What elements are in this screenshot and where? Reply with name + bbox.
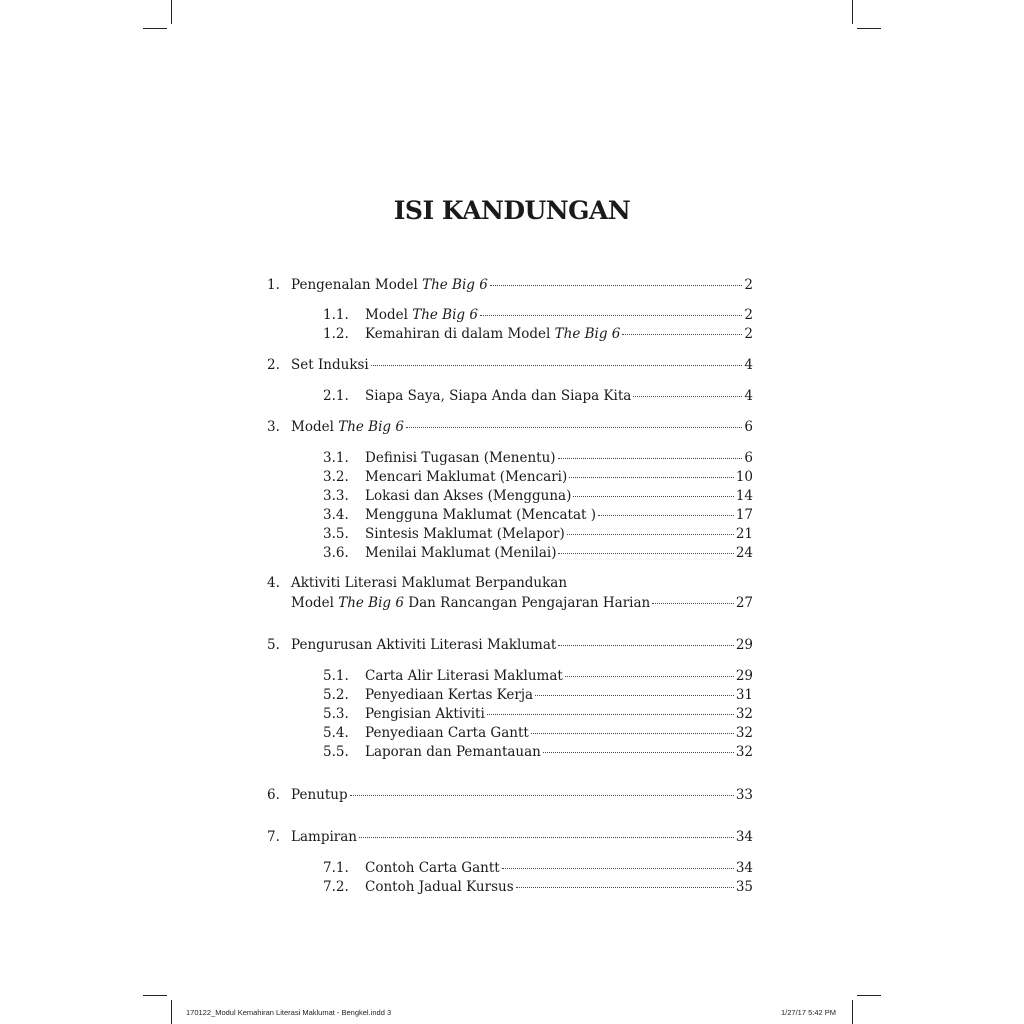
toc-number: 7. xyxy=(267,829,280,845)
toc-label-text: Set Induksi xyxy=(291,357,369,373)
dot-leader xyxy=(406,427,742,428)
toc-number: 5. xyxy=(267,637,280,653)
dot-leader xyxy=(598,515,734,516)
crop-mark xyxy=(852,0,853,24)
toc-label-text: Pengisian Aktiviti xyxy=(365,706,485,722)
page-title: ISI KANDUNGAN xyxy=(393,196,631,225)
toc-entry xyxy=(267,356,753,375)
toc-entry xyxy=(267,878,753,897)
crop-mark xyxy=(171,1000,172,1024)
toc-label-text: Model xyxy=(291,419,339,435)
toc-label xyxy=(291,574,567,593)
toc-entry xyxy=(267,387,753,406)
dot-leader xyxy=(535,695,734,696)
toc-label-text: Contoh Carta Gantt xyxy=(365,860,500,876)
toc-entry xyxy=(267,686,753,705)
dot-leader xyxy=(558,553,733,554)
toc-number: 4. xyxy=(267,575,280,591)
toc-label-text: Penyediaan Kertas Kerja xyxy=(365,687,534,703)
crop-mark xyxy=(143,995,167,996)
dot-leader xyxy=(652,603,734,604)
toc-page-number: 2 xyxy=(744,307,753,323)
toc-page-number: 14 xyxy=(735,488,753,504)
toc-label xyxy=(365,506,596,525)
toc-label xyxy=(365,667,563,686)
crop-mark xyxy=(171,0,172,24)
toc-label xyxy=(365,878,514,897)
toc-entry xyxy=(267,636,753,655)
toc-label xyxy=(365,387,631,406)
toc-label-text: Model xyxy=(291,595,339,611)
toc-entry xyxy=(267,859,753,878)
toc-page-number: 2 xyxy=(744,277,753,293)
toc-label xyxy=(291,418,404,437)
toc-label xyxy=(291,786,348,805)
toc-number: 3.6. xyxy=(323,545,349,561)
toc-page-number: 24 xyxy=(735,545,753,561)
toc-label xyxy=(365,859,500,878)
toc-label-text: Kemahiran di dalam Model xyxy=(365,326,555,342)
toc-entry xyxy=(267,786,753,805)
dot-leader xyxy=(350,795,734,796)
dot-leader xyxy=(567,534,734,535)
toc-label-italic: The Big 6 xyxy=(338,595,404,611)
toc-number: 3.3. xyxy=(323,488,349,504)
toc-label xyxy=(365,544,556,563)
toc-label-text: Mengguna Maklumat (Mencatat ) xyxy=(365,507,596,523)
toc-label xyxy=(291,636,556,655)
dot-leader xyxy=(516,887,734,888)
footer-timestamp: 1/27/17 5:42 PM xyxy=(781,1008,837,1017)
toc-entry xyxy=(267,594,753,613)
toc-entry xyxy=(267,574,753,593)
footer-filename: 170122_Modul Kemahiran Literasi Maklumat - Bengkel.indd 3 xyxy=(186,1008,392,1017)
toc-label xyxy=(365,525,565,544)
toc-entry xyxy=(267,325,753,344)
toc-number: 7.2. xyxy=(323,879,349,895)
toc-page-number: 10 xyxy=(735,469,753,485)
toc-number: 3. xyxy=(267,419,280,435)
toc-label-text: Pengurusan Aktiviti Literasi Maklumat xyxy=(291,637,557,653)
toc-number: 3.4. xyxy=(323,507,349,523)
dot-leader xyxy=(371,365,743,366)
toc-entry xyxy=(267,705,753,724)
toc-label-text: Siapa Saya, Siapa Anda dan Siapa Kita xyxy=(365,388,632,404)
toc-entry xyxy=(267,276,753,295)
dot-leader xyxy=(622,334,742,335)
toc-number: 5.1. xyxy=(323,668,349,684)
toc-entry xyxy=(267,667,753,686)
toc-label xyxy=(365,487,571,506)
dot-leader xyxy=(531,733,734,734)
toc-entry xyxy=(267,418,753,437)
dot-leader xyxy=(359,837,734,838)
toc-label xyxy=(365,724,529,743)
toc-label-text: Penyediaan Carta Gantt xyxy=(365,725,529,741)
toc-entry xyxy=(267,828,753,847)
dot-leader xyxy=(490,285,743,286)
dot-leader xyxy=(565,676,734,677)
toc-page-number: 4 xyxy=(744,388,753,404)
dot-leader xyxy=(573,496,733,497)
toc-label-text: Dan Rancangan Pengajaran Harian xyxy=(403,595,651,611)
toc-label-text: Lampiran xyxy=(291,829,357,845)
dot-leader xyxy=(558,458,743,459)
toc-page-number: 4 xyxy=(744,357,753,373)
toc-label-text: Contoh Jadual Kursus xyxy=(365,879,514,895)
toc-number: 3.2. xyxy=(323,469,349,485)
toc-number: 1.1. xyxy=(323,307,349,323)
toc-label xyxy=(365,686,533,705)
toc-page-number: 29 xyxy=(735,668,753,684)
toc-page-number: 35 xyxy=(735,879,753,895)
toc-number: 7.1. xyxy=(323,860,349,876)
toc-label-text: Penutup xyxy=(291,787,348,803)
toc-label xyxy=(365,306,478,325)
toc-page-number: 27 xyxy=(735,595,753,611)
toc-page-number: 33 xyxy=(735,787,753,803)
toc-number: 2. xyxy=(267,357,280,373)
toc-label-text: Pengenalan Model xyxy=(291,277,423,293)
toc-label xyxy=(291,828,357,847)
toc-entry xyxy=(267,468,753,487)
toc-page-number: 31 xyxy=(735,687,753,703)
toc-label-text: Lokasi dan Akses (Mengguna) xyxy=(365,488,572,504)
crop-mark xyxy=(852,1000,853,1024)
toc-number: 3.1. xyxy=(323,450,349,466)
toc-label-text: Laporan dan Pemantauan xyxy=(365,744,541,760)
toc-number: 5.5. xyxy=(323,744,349,760)
toc-label xyxy=(291,356,369,375)
toc-label-text: Definisi Tugasan (Menentu) xyxy=(365,450,556,466)
toc-page-number: 17 xyxy=(735,507,753,523)
dot-leader xyxy=(633,396,742,397)
toc-page-number: 34 xyxy=(735,829,753,845)
toc-page-number: 29 xyxy=(735,637,753,653)
crop-mark xyxy=(857,28,881,29)
dot-leader xyxy=(487,714,734,715)
toc-label xyxy=(365,705,485,724)
toc-label xyxy=(365,743,541,762)
toc-entry xyxy=(267,306,753,325)
toc-page-number: 34 xyxy=(735,860,753,876)
toc-label xyxy=(365,449,556,468)
toc-label xyxy=(365,468,567,487)
toc-number: 5.3. xyxy=(323,706,349,722)
toc-page-number: 6 xyxy=(744,419,753,435)
toc-entry xyxy=(267,449,753,468)
toc-page-number: 21 xyxy=(735,526,753,542)
toc-number: 6. xyxy=(267,787,280,803)
toc-number: 5.2. xyxy=(323,687,349,703)
toc-label-text: Mencari Maklumat (Mencari) xyxy=(365,469,568,485)
toc-label xyxy=(365,325,620,344)
dot-leader xyxy=(543,752,734,753)
toc-number: 1.2. xyxy=(323,326,349,342)
toc-entry xyxy=(267,544,753,563)
toc-page-number: 32 xyxy=(735,706,753,722)
toc-label-italic: The Big 6 xyxy=(554,326,621,342)
toc-label-italic: The Big 6 xyxy=(422,277,488,293)
toc-label-text: Sintesis Maklumat (Melapor) xyxy=(365,526,565,542)
toc-label-text: Carta Alir Literasi Maklumat xyxy=(365,668,563,684)
toc-page-number: 32 xyxy=(735,725,753,741)
dot-leader xyxy=(480,315,742,316)
toc-entry xyxy=(267,487,753,506)
toc-label-text: Menilai Maklumat (Menilai) xyxy=(365,545,557,561)
toc-entry xyxy=(267,743,753,762)
toc-label-text: Aktiviti Literasi Maklumat Berpandukan xyxy=(291,575,568,591)
toc-entry xyxy=(267,506,753,525)
toc-entry xyxy=(267,724,753,743)
toc-number: 5.4. xyxy=(323,725,349,741)
crop-mark xyxy=(857,995,881,996)
toc-number: 3.5. xyxy=(323,526,349,542)
crop-mark xyxy=(143,28,167,29)
toc-label-italic: The Big 6 xyxy=(338,419,404,435)
toc-label-italic: The Big 6 xyxy=(412,307,478,323)
toc-label xyxy=(291,276,488,295)
toc-entry xyxy=(267,525,753,544)
toc-page-number: 32 xyxy=(735,744,753,760)
dot-leader xyxy=(502,868,734,869)
toc-page-number: 2 xyxy=(744,326,753,342)
dot-leader xyxy=(558,645,733,646)
toc-label xyxy=(291,594,650,613)
toc-number: 2.1. xyxy=(323,388,349,404)
toc-number: 1. xyxy=(267,277,280,293)
toc-label-text: Model xyxy=(365,307,413,323)
toc-page-number: 6 xyxy=(744,450,753,466)
dot-leader xyxy=(569,477,734,478)
